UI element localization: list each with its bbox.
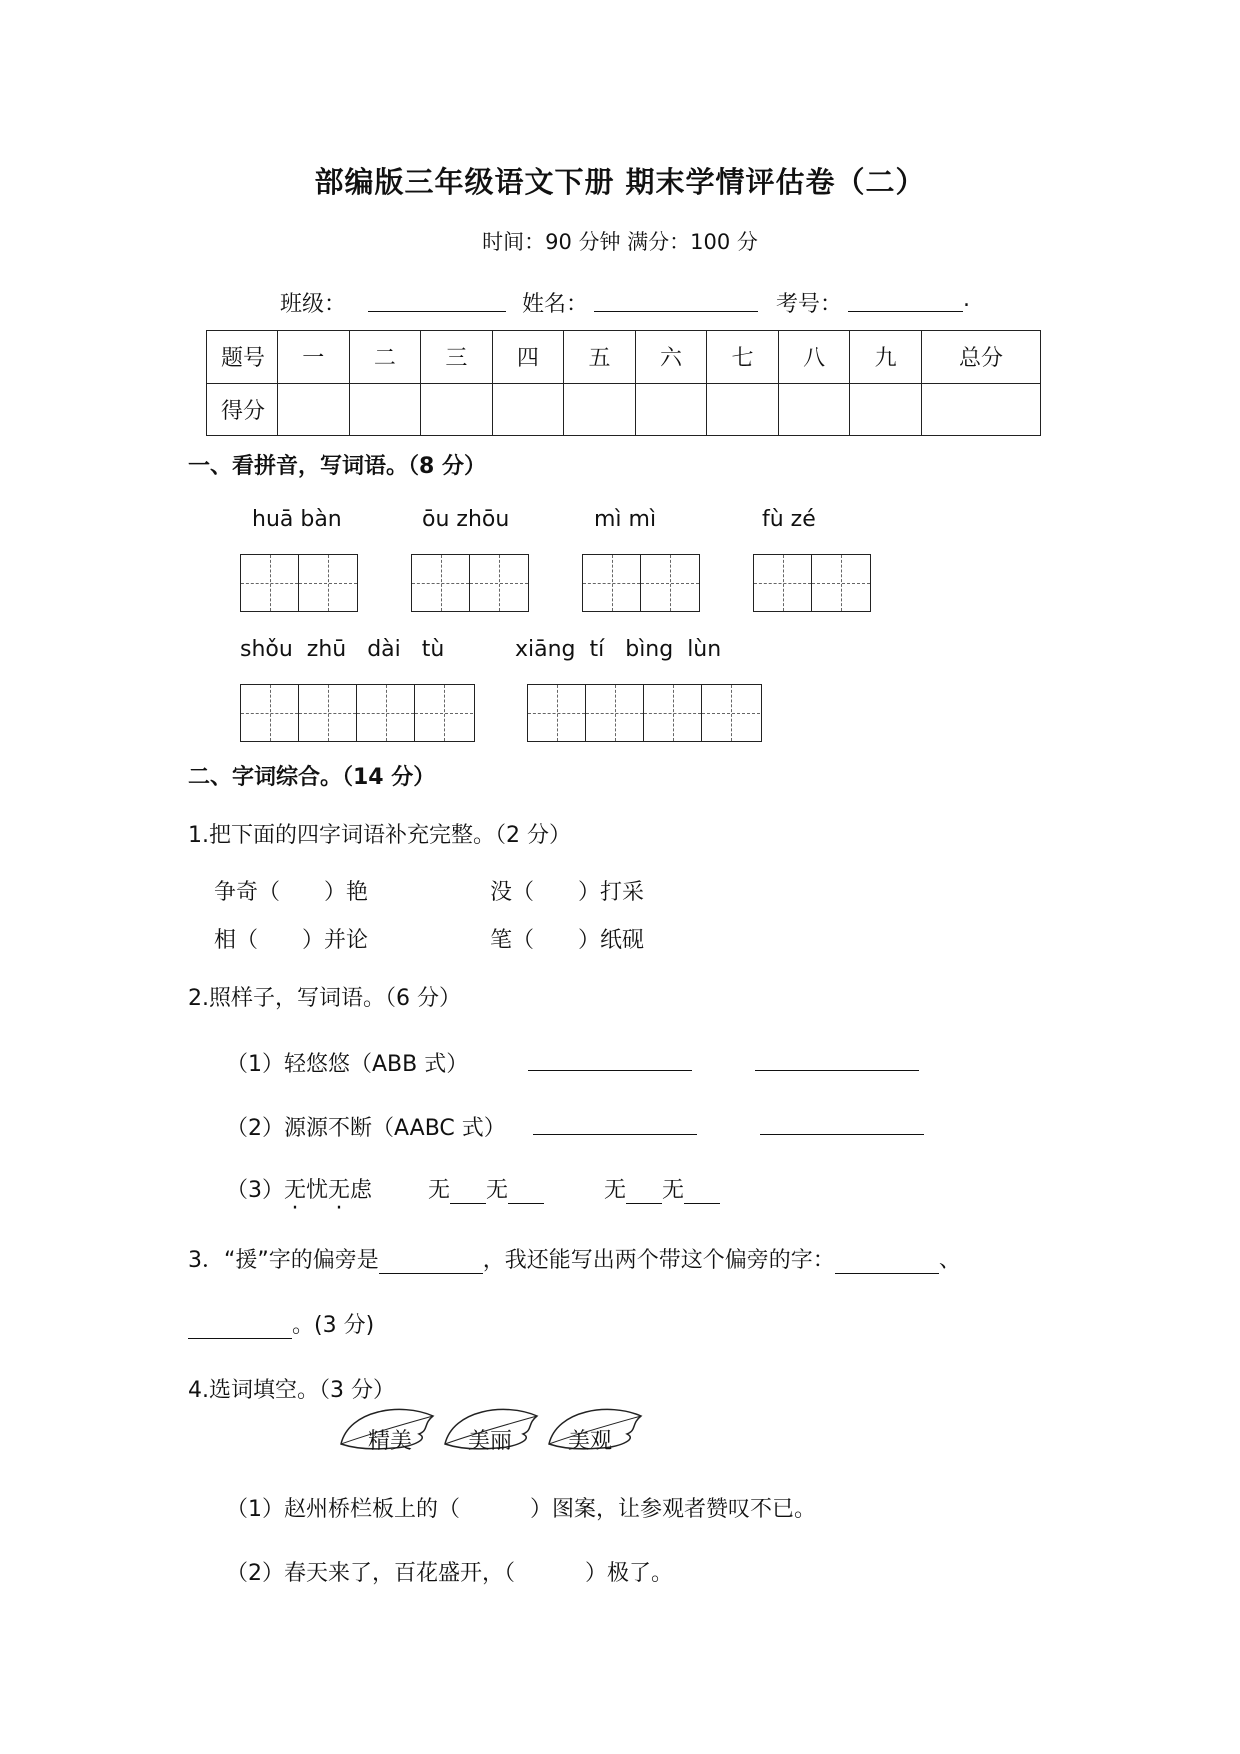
q2-item-3-pattern-1 [428, 1173, 544, 1204]
page-title: 部编版三年级语文下册 期末学情评估卷（二） [314, 165, 926, 199]
q2-item-1: （1）轻悠悠（ABB 式） [226, 1052, 469, 1077]
table-cell: 三 [421, 331, 493, 384]
writing-grid[interactable] [582, 554, 700, 612]
section-1-title: 一、看拼音，写词语。（8 分） [188, 454, 486, 479]
question-2-prompt: 2.照样子，写词语。（6 分） [188, 986, 461, 1011]
pinyin: ōu zhōu [422, 507, 510, 532]
answer-line[interactable] [379, 1248, 483, 1274]
pinyin: huā bàn [252, 507, 342, 532]
score-cell[interactable] [922, 383, 1041, 436]
answer-line[interactable] [533, 1134, 697, 1135]
writing-grid[interactable] [240, 684, 475, 742]
q4-item-2 [226, 1556, 673, 1587]
pinyin: shǒu zhū dài tù [240, 637, 445, 662]
answer-line[interactable] [835, 1248, 939, 1274]
idiom-item: 相（ ）并论 [214, 928, 369, 953]
q3-text: ，我还能写出两个带这个偏旁的字： [482, 1248, 835, 1273]
number-field[interactable] [848, 311, 963, 312]
table-cell: 得分 [207, 383, 278, 436]
q4-text: （2）春天来了，百花盛开，（ [226, 1561, 515, 1586]
item-prefix: （3） [226, 1178, 284, 1203]
score-cell[interactable] [421, 383, 493, 436]
plain-char: 虑 [350, 1178, 373, 1203]
q4-text: ）图案，让参观者赞叹不已。 [530, 1497, 817, 1522]
answer-line[interactable] [626, 1178, 662, 1204]
idiom-item: 争奇（ ）艳 [214, 880, 369, 905]
answer-line[interactable] [450, 1178, 486, 1204]
pinyin: mì mì [594, 507, 657, 532]
table-cell: 二 [349, 331, 421, 384]
plain-char: 忧 [306, 1178, 329, 1203]
answer-line[interactable] [188, 1313, 292, 1339]
q3-text: 、 [938, 1248, 961, 1273]
score-table [206, 330, 1041, 436]
table-row [207, 383, 1041, 436]
word-option: 美观 [568, 1429, 613, 1454]
wu-char: 无 [604, 1178, 627, 1203]
score-cell[interactable] [492, 383, 564, 436]
number-label: 考号： [776, 292, 843, 317]
pinyin: fù zé [762, 507, 816, 532]
score-cell[interactable] [635, 383, 707, 436]
name-field[interactable] [594, 311, 758, 312]
writing-grid[interactable] [753, 554, 871, 612]
question-1-prompt: 1.把下面的四字词语补充完整。（2 分） [188, 823, 571, 848]
table-cell: 九 [850, 331, 922, 384]
table-cell: 四 [492, 331, 564, 384]
class-field[interactable] [368, 311, 506, 312]
answer-line[interactable] [684, 1178, 720, 1204]
question-3-cont [188, 1308, 374, 1339]
score-cell[interactable] [707, 383, 779, 436]
word-option: 美丽 [468, 1429, 513, 1454]
idiom-item: 笔（ ）纸砚 [490, 928, 645, 953]
q2-item-2: （2）源源不断（AABC 式） [226, 1116, 506, 1141]
answer-line[interactable] [760, 1134, 924, 1135]
class-label: 班级： [280, 292, 347, 317]
exam-time-score: 时间：90 分钟 满分：100 分 [482, 230, 758, 254]
dotted-char: 无 [284, 1178, 307, 1203]
word-option: 精美 [368, 1429, 413, 1454]
table-cell: 八 [778, 331, 850, 384]
score-cell[interactable] [850, 383, 922, 436]
q4-text: （1）赵州桥栏板上的（ [226, 1497, 460, 1522]
score-cell[interactable] [564, 383, 636, 436]
question-4-prompt: 4.选词填空。（3 分） [188, 1378, 395, 1403]
table-cell: 总分 [922, 331, 1041, 384]
q4-item-1 [226, 1492, 816, 1523]
score-cell[interactable] [349, 383, 421, 436]
pinyin: xiāng tí bìng lùn [515, 637, 722, 662]
dotted-char: 无 [328, 1178, 351, 1203]
q3-text: 。(3 分) [292, 1313, 375, 1338]
q3-text: 3．“援”字的偏旁是 [188, 1248, 379, 1273]
wu-char: 无 [662, 1178, 685, 1203]
question-3 [188, 1243, 961, 1274]
writing-grid[interactable] [411, 554, 529, 612]
name-label: 姓名： [522, 292, 589, 317]
wu-char: 无 [486, 1178, 509, 1203]
q4-text: ）极了。 [585, 1561, 674, 1586]
table-cell: 一 [278, 331, 350, 384]
section-2-title: 二、字词综合。（14 分） [188, 765, 436, 790]
table-cell: 题号 [207, 331, 278, 384]
writing-grid[interactable] [240, 554, 358, 612]
table-cell: 六 [635, 331, 707, 384]
answer-line[interactable] [755, 1070, 919, 1071]
score-cell[interactable] [278, 383, 350, 436]
table-cell: 五 [564, 331, 636, 384]
number-end: . [963, 287, 970, 312]
wu-char: 无 [428, 1178, 451, 1203]
table-cell: 七 [707, 331, 779, 384]
q2-item-3 [226, 1173, 372, 1204]
score-cell[interactable] [778, 383, 850, 436]
q2-item-3-pattern-2 [604, 1173, 720, 1204]
answer-line[interactable] [508, 1178, 544, 1204]
table-row [207, 331, 1041, 384]
idiom-item: 没（ ）打采 [490, 880, 645, 905]
answer-line[interactable] [528, 1070, 692, 1071]
writing-grid[interactable] [527, 684, 762, 742]
